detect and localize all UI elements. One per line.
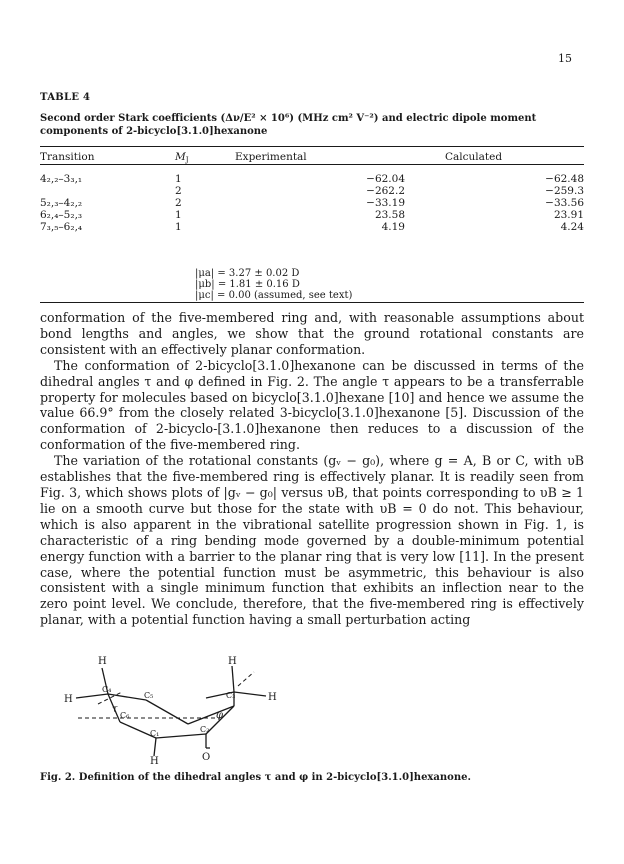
table-caption: Second order Stark coefficients (Δν/E² × 10⁶) (MHz cm² V⁻²) and electric dipole moment components of 2-bicyclo[3.1.0]hexanone [40,113,537,137]
hydrogen-label: H [64,694,73,705]
hydrogen-label: H [228,656,237,667]
cell-mj: 1 [175,173,182,185]
cell-experimental: −33.19 [366,197,405,209]
header-transition: Transition [40,151,95,163]
table-row [40,209,584,221]
paragraph-3: The variation of the rotational constants (gᵥ − g₀), where g = A, B or C, with υB establishes that the five-membered ring is effectively planar. It is readily seen from Fig. 3, which shows plots of |gᵥ − g₀| versus υB, that points corresponding to υB ≥ 1 lie on a smooth curve but those for the state with υB = 0 do not. This behaviour, which is also apparent in the vibrational satellite progression shown in Fig. 1, is characteristic of a ring bending mode governed by a double-minimum potential energy function with a barrier to the planar ring that is very low [11]. In the present case, where the potential function must be asymmetric, this behaviour is also consistent with a single minimum function that exhibits an inflection near to the zero point level. We conclude, therefore, that the five-membered ring is effectively planar, with a potential function having a small perturbation acting [40,453,584,628]
table-row [40,173,584,185]
paragraph-1: conformation of the five-membered ring and, with reasonable assumptions about bond lengths and angles, we show that the ground rotational constants are consistent with an effectively planar conformation. [40,310,584,357]
cell-transition: 4₂,₂–3₃,₁ [40,173,83,185]
paragraph-2: The conformation of 2-bicyclo[3.1.0]hexanone can be discussed in terms of the dihedral angles τ and φ defined in Fig. 2. The angle τ appears to be a transferrable property for molecules based on bicyclo[3.1.0]hexane [10] and hence we assume the value 66.9° from the closely related 3-bicyclo[3.1.0]hexanone [5]. Discussion of the conformation of 2-bicyclo-[3.1.0]hexanone then reduces to a discussion of the conformation of the five-membered ring. [40,357,584,453]
carbon-label: C₃ [226,691,236,700]
carbon-label: C₅ [144,691,154,700]
oxygen-label: O [202,752,211,763]
header-experimental: Experimental [235,151,307,163]
cell-experimental: 23.58 [374,209,405,221]
body-text [40,310,584,628]
cell-mj: 1 [175,209,182,221]
dipole-moment-c: |μc| = 0.00 (assumed, see text) [195,290,353,301]
header-calculated: Calculated [445,151,503,163]
cell-experimental: −262.2 [366,185,405,197]
hydrogen-label: H [98,656,107,667]
hydrogen-label: H [268,692,277,703]
cell-calculated: −259.3 [545,185,584,197]
carbon-label: C₆ [120,711,130,720]
page-number: 15 [558,52,572,65]
cell-experimental: −62.04 [366,173,405,185]
cell-calculated: 23.91 [553,209,584,221]
cell-transition: 7₃,₅–6₂,₄ [40,221,83,233]
cell-mj: 1 [175,221,182,233]
cell-calculated: −33.56 [545,197,584,209]
cell-transition: 6₂,₄–5₂,₃ [40,209,83,221]
carbon-label: C₄ [102,685,112,694]
dipole-moment-b: |μb| = 1.81 ± 0.16 D [195,279,300,290]
cell-transition: 5₂,₃–4₂,₂ [40,197,83,209]
stark-coefficients-table [40,150,584,233]
hydrogen-label: H [150,756,159,764]
molecule-figure [58,652,318,768]
phi-label: φ [216,710,224,721]
cell-mj: 2 [175,185,182,197]
cell-experimental: 4.19 [381,221,405,233]
table-row [40,185,584,197]
bicyclohexanone-diagram [58,652,318,764]
carbon-label: C₂ [200,725,210,734]
cell-transition [40,185,175,197]
table-header-row [40,150,584,165]
figure-caption: Fig. 2. Definition of the dihedral angles τ and φ in 2-bicyclo[3.1.0]hexanone. [40,772,471,783]
table-bottom-rule [40,302,584,303]
header-mj: $M_J$ [175,150,189,164]
tau-label: τ [112,704,118,715]
table-label: TABLE 4 [40,92,91,103]
dipole-moments [195,268,352,301]
table-row [40,221,584,233]
dipole-moment-a: |μa| = 3.27 ± 0.02 D [195,268,300,279]
carbon-label: C₁ [150,729,160,738]
cell-mj: 2 [175,197,182,209]
table-top-rule [40,146,584,147]
table-row [40,197,584,209]
cell-calculated: −62.48 [545,173,584,185]
cell-calculated: 4.24 [560,221,584,233]
